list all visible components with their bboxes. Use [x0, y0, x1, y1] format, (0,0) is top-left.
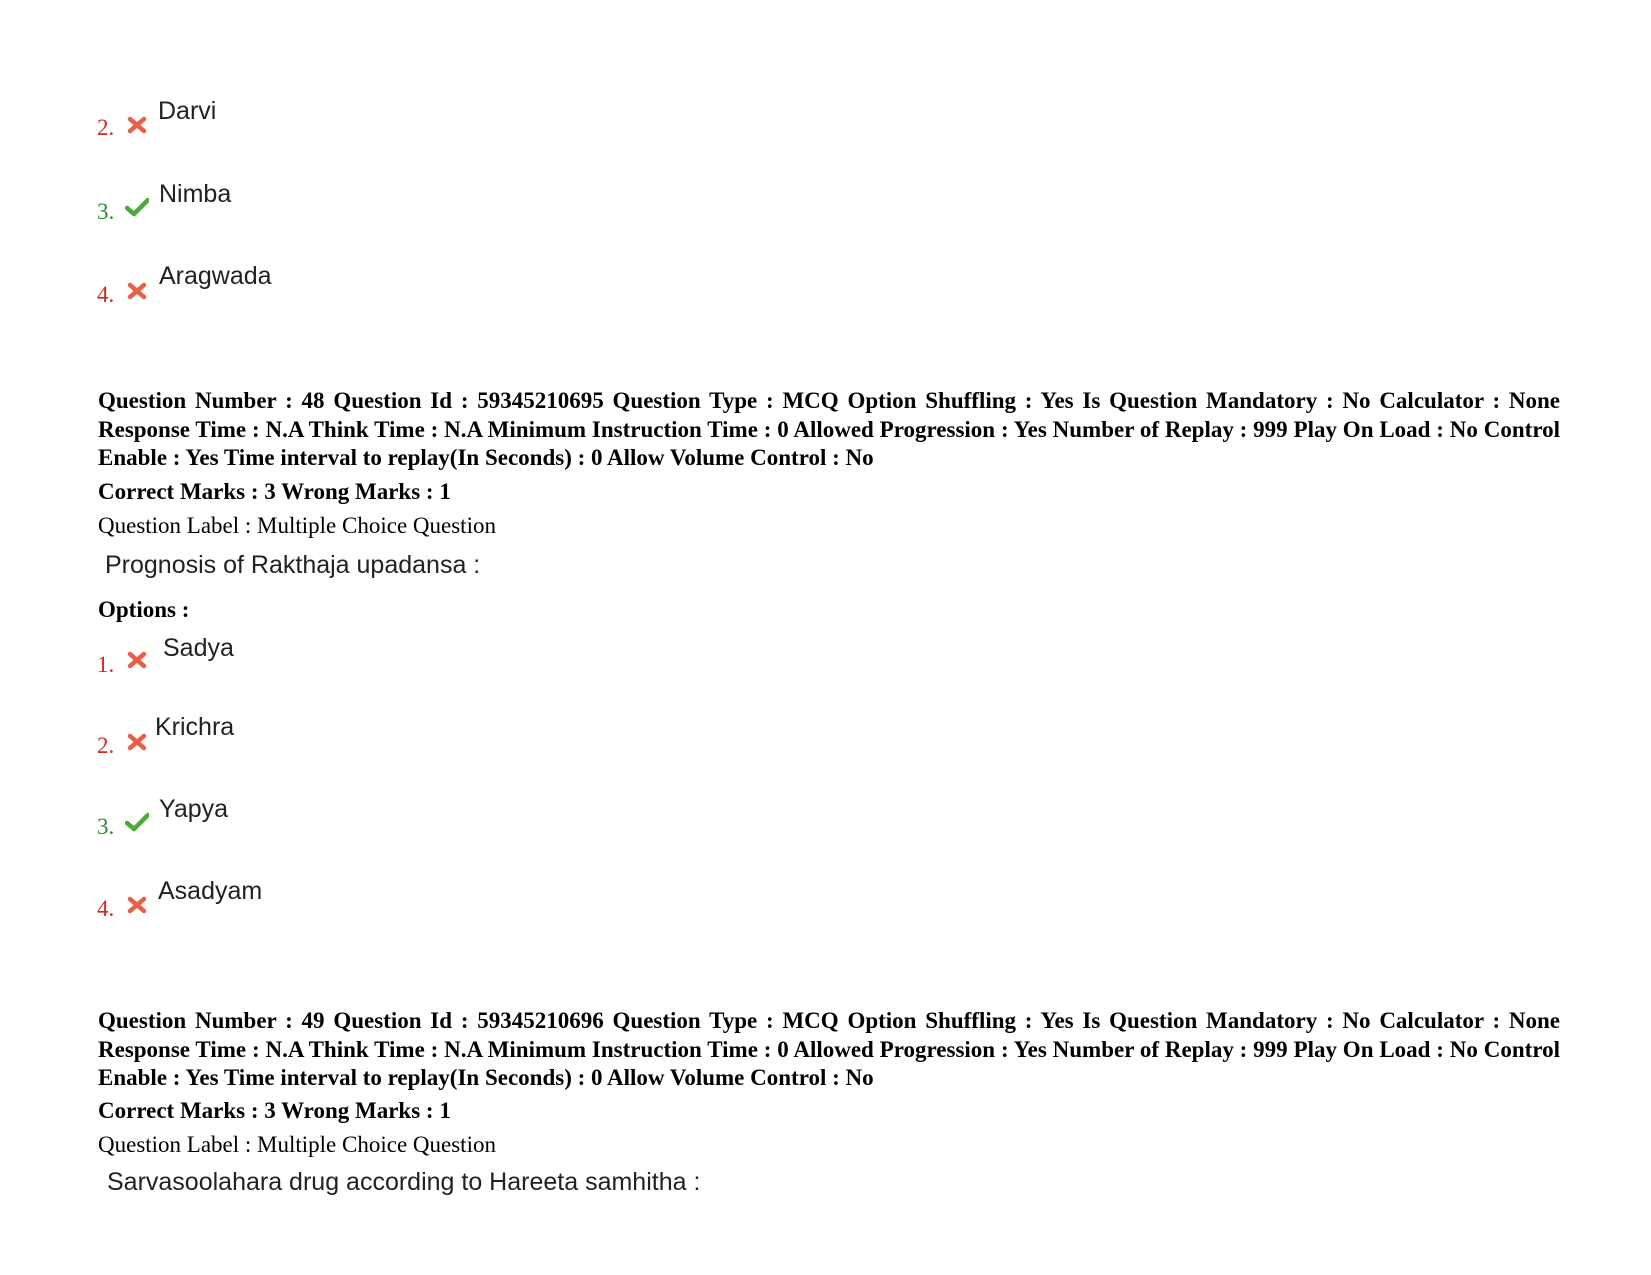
question-49-text: Sarvasoolahara drug according to Hareeta samhitha :	[107, 1168, 701, 1196]
option-number: 4.	[97, 896, 115, 921]
cross-icon	[125, 650, 149, 670]
option-text: Yapya	[159, 795, 229, 823]
option-number: 3.	[97, 199, 115, 224]
option-text: Aragwada	[159, 262, 272, 290]
question-49-meta: Question Number : 49 Question Id : 59345210696 Question Type : MCQ Option Shuffling : Yes Is Question Mandatory : No Calculator : None Response Time : N.A Think Time : N.A Minimum Instruction Time : 0 Allowed Progression : Yes Number of Replay : 999 Play On Load : No Control Enable : Yes Time interval to replay(In Seconds) : 0 Allow Volume Control : No	[98, 1008, 1560, 1090]
option-text: Asadyam	[158, 877, 263, 905]
question-48-meta: Question Number : 48 Question Id : 59345210695 Question Type : MCQ Option Shuffling : Yes Is Question Mandatory : No Calculator : None Response Time : N.A Think Time : N.A Minimum Instruction Time : 0 Allowed Progression : Yes Number of Replay : 999 Play On Load : No Control Enable : Yes Time interval to replay(In Seconds) : 0 Allow Volume Control : No	[98, 388, 1560, 470]
cross-icon	[125, 115, 149, 135]
option-text: Darvi	[158, 97, 217, 125]
option-number: 4.	[97, 282, 115, 307]
check-icon	[125, 197, 149, 217]
cross-icon	[125, 895, 149, 915]
option-number: 2.	[97, 733, 115, 758]
question-48-label: Question Label : Multiple Choice Question	[98, 513, 496, 538]
option-number: 1.	[97, 652, 115, 677]
question-48-text: Prognosis of Rakthaja upadansa :	[105, 551, 481, 579]
option-text: Krichra	[155, 713, 235, 741]
cross-icon	[125, 281, 149, 301]
option-number: 2.	[97, 115, 115, 140]
question-49-label: Question Label : Multiple Choice Question	[98, 1132, 496, 1157]
option-text: Nimba	[159, 180, 232, 208]
question-49-marks: Correct Marks : 3 Wrong Marks : 1	[98, 1098, 451, 1123]
option-number: 3.	[97, 814, 115, 839]
cross-icon	[125, 732, 149, 752]
question-48-marks: Correct Marks : 3 Wrong Marks : 1	[98, 479, 451, 504]
option-text: Sadya	[163, 634, 234, 662]
options-heading: Options :	[98, 597, 190, 622]
check-icon	[125, 812, 149, 832]
